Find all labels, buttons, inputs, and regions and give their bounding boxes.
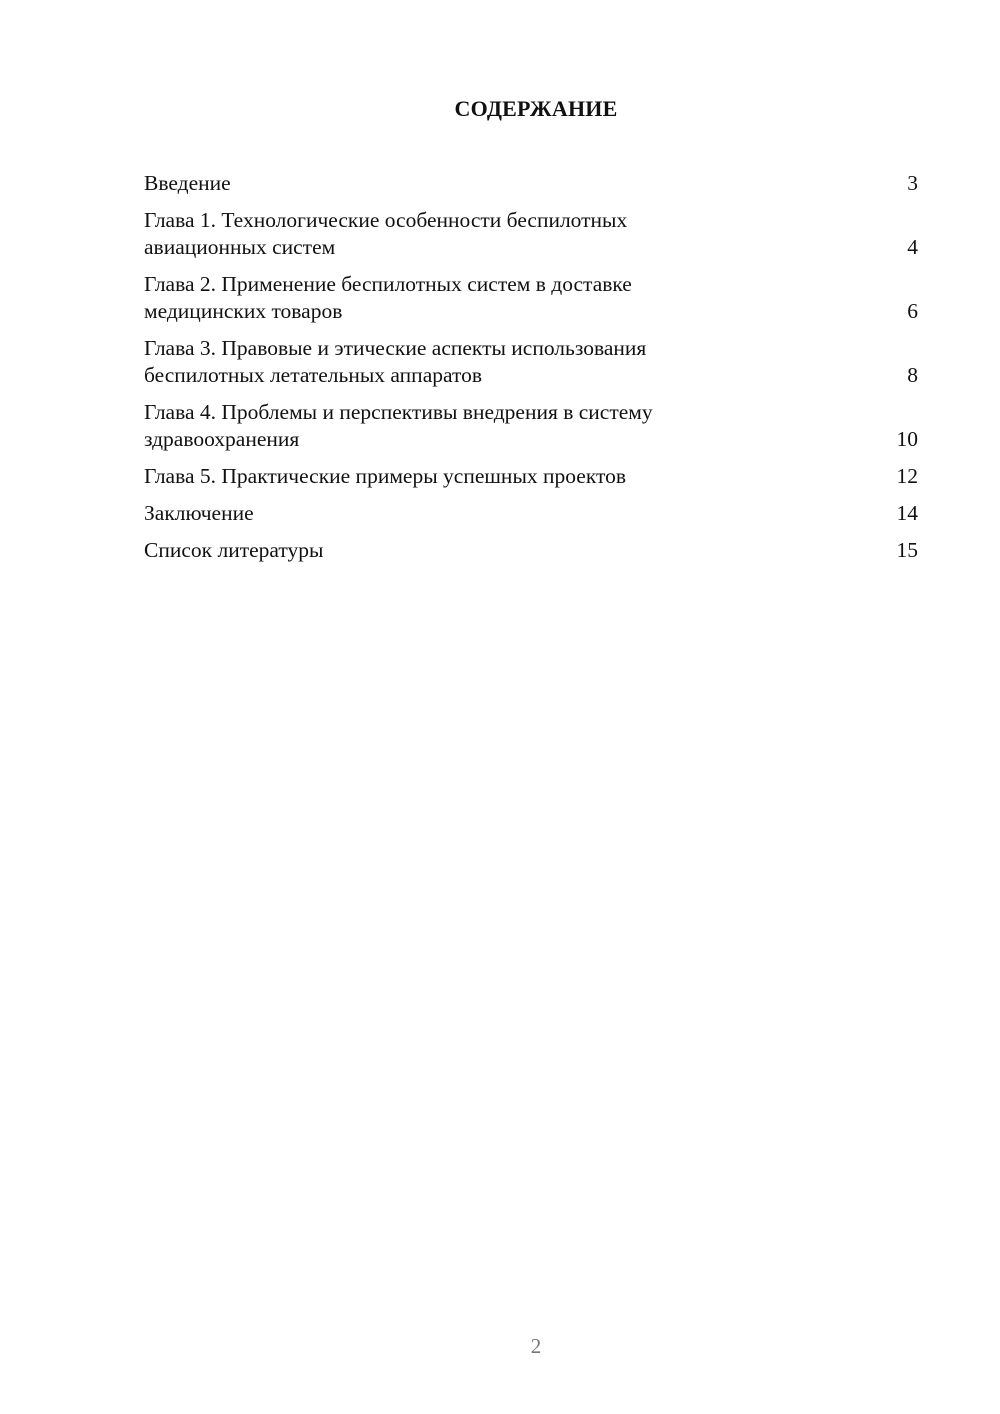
page-number: 2 xyxy=(530,1334,542,1358)
toc-entry-title-line: авиационных систем xyxy=(144,235,336,259)
toc-entry-title-line: беспилотных летательных аппаратов xyxy=(144,363,482,387)
toc-entry-title-line: Глава 2. Применение беспилотных систем в доставке xyxy=(144,272,632,296)
toc-entry-title-line: Глава 4. Проблемы и перспективы внедрения в систему xyxy=(144,400,653,424)
toc-entry-title xyxy=(144,500,784,527)
toc-entry-page: 10 xyxy=(896,427,918,451)
toc-entry-title-line: Список литературы xyxy=(144,538,324,562)
toc-entry-page: 14 xyxy=(896,501,918,525)
toc-entry-page: 4 xyxy=(907,235,918,259)
toc-entry-title-line: Заключение xyxy=(144,501,254,525)
toc-entry-title xyxy=(144,207,784,261)
toc-entry-page: 12 xyxy=(896,464,918,488)
toc-entry-page: 3 xyxy=(907,171,918,195)
toc-entry-title xyxy=(144,537,784,564)
toc-entry-title-line: здравоохранения xyxy=(144,427,300,451)
toc-entry-title xyxy=(144,271,784,325)
toc-entry-chapter-4[interactable] xyxy=(144,399,920,453)
toc-entry-title xyxy=(144,170,784,197)
table-of-contents xyxy=(144,170,920,574)
toc-entry-page: 6 xyxy=(907,299,918,323)
toc-entry-conclusion[interactable] xyxy=(144,500,920,527)
toc-entry-references[interactable] xyxy=(144,537,920,564)
toc-entry-title-line: Глава 5. Практические примеры успешных проектов xyxy=(144,464,626,488)
toc-entry-page: 8 xyxy=(907,363,918,387)
toc-entry-chapter-2[interactable] xyxy=(144,271,920,325)
toc-entry-chapter-1[interactable] xyxy=(144,207,920,261)
page-title: СОДЕРЖАНИЕ xyxy=(454,96,618,121)
toc-entry-page: 15 xyxy=(896,538,918,562)
toc-entry-title xyxy=(144,463,784,490)
toc-entry-title xyxy=(144,335,784,389)
toc-entry-title xyxy=(144,399,784,453)
toc-entry-introduction[interactable] xyxy=(144,170,920,197)
toc-entry-title-line: Введение xyxy=(144,171,231,195)
toc-entry-title-line: Глава 3. Правовые и этические аспекты использования xyxy=(144,336,647,360)
toc-entry-title-line: Глава 1. Технологические особенности беспилотных xyxy=(144,208,628,232)
toc-entry-chapter-5[interactable] xyxy=(144,463,920,490)
toc-entry-title-line: медицинских товаров xyxy=(144,299,343,323)
toc-entry-chapter-3[interactable] xyxy=(144,335,920,389)
